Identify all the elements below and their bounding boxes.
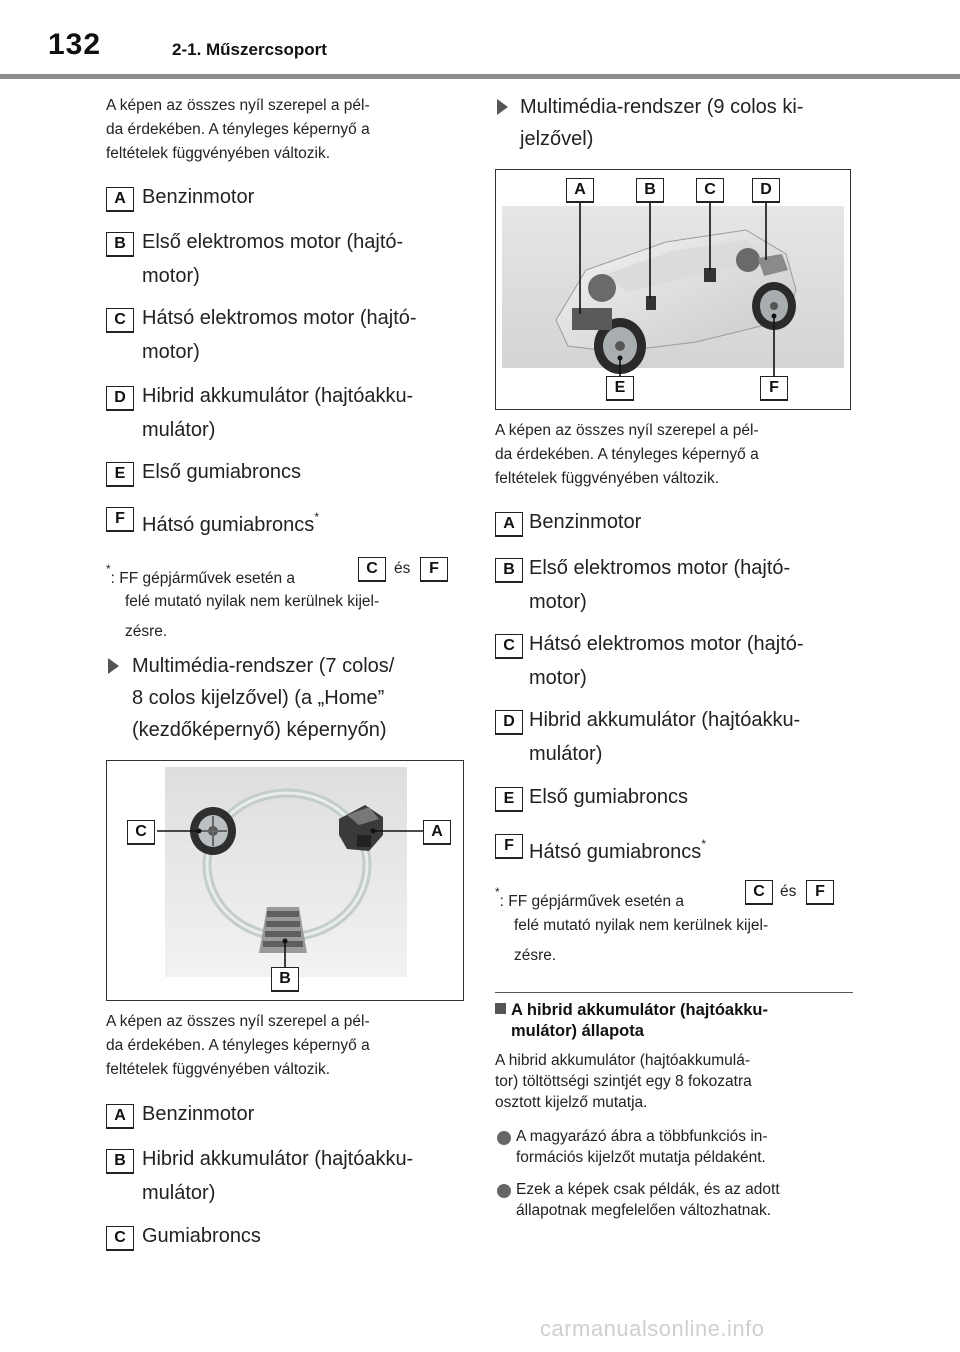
heading-line: 8 colos kijelzővel) (a „Home” [132,687,385,709]
legend-badge: A [106,1104,134,1129]
legend-text: Első gumiabroncs [529,786,688,808]
note-line: da érdekében. A tényleges képernyő a [106,1037,370,1054]
legend-text: Benzinmotor [142,186,255,208]
car-illustration [496,170,850,409]
legend-text: Hátsó elektromos motor (hajtó- [529,633,804,655]
subheading-line1 [495,1000,768,1021]
note-line: feltételek függvényében változik. [106,1061,331,1078]
battery-icon [259,907,307,953]
callout-c: C [696,178,724,203]
legend-text: Hibrid akkumulátor (hajtóakku- [142,385,414,407]
footnote-badge: F [420,557,448,582]
note-line: A képen az összes nyíl szerepel a pél- [495,422,759,439]
legend-text: Hibrid akkumulátor (hajtóakku- [142,1148,414,1170]
footnote-prefix: : FF gépjárművek esetén a [499,893,685,910]
legend-badge: F [106,507,134,532]
bullet-dot-icon [497,1131,511,1145]
legend-badge: A [106,187,134,212]
legend-badge: D [106,386,134,411]
subheading-line2: mulátor) állapota [511,1022,644,1040]
note-line: feltételek függvényében változik. [495,470,720,487]
square-bullet-icon [495,1003,506,1014]
legend-text-main: Hátsó gumiabroncs [529,841,702,863]
heading-line: Multimédia-rendszer (9 colos ki- [520,96,804,118]
bullet-item [516,1179,780,1221]
callout-a: A [423,820,451,845]
legend-text: motor) [142,341,200,363]
note-line: da érdekében. A tényleges képernyő a [495,446,759,463]
callout-d: D [752,178,780,203]
callout-f: F [760,376,788,401]
footnote-badge: C [358,557,386,582]
legend-text: motor) [142,265,200,287]
legend-badge: E [106,462,134,487]
legend-badge: D [495,710,523,735]
right-note [495,419,759,491]
legend-text [529,826,706,870]
legend-badge: C [106,308,134,333]
callout-b: B [636,178,664,203]
heading-arrow-icon [108,658,119,679]
bullet-line: A magyarázó ábra a többfunkciós in- [516,1128,768,1145]
right-paragraph [495,1050,752,1113]
note-line: A képen az összes nyíl szerepel a pél- [106,1013,370,1030]
section-rule [495,992,853,993]
footnote-star: * [495,885,500,899]
legend-badge: B [495,558,523,583]
legend-text-main: Hátsó gumiabroncs [142,514,315,536]
footnote-badge: C [745,880,773,905]
subheading-text: A hibrid akkumulátor (hajtóakku- [511,1001,769,1019]
legend-text: Gumiabroncs [142,1225,261,1247]
legend-text: Első elektromos motor (hajtó- [142,231,404,253]
legend-badge: B [106,1149,134,1174]
watermark: carmanualsonline.info [540,1316,765,1341]
legend-text: mulátor) [142,1182,216,1204]
figure-car-screen [495,169,851,410]
legend-text: Hátsó elektromos motor (hajtó- [142,307,417,329]
legend-badge: B [106,232,134,257]
note-line: A képen az összes nyíl szerepel a pél- [106,97,370,114]
footnote-star: * [701,837,706,851]
front-motor-icon [646,296,656,310]
paragraph-line: osztott kijelző mutatja. [495,1094,648,1111]
footnote-prefix: : FF gépjárművek esetén a [110,570,296,587]
rear-motor-icon [704,268,716,282]
page-header [0,0,960,80]
subheading [495,1000,768,1042]
footnote-line3: zésre. [125,623,168,640]
legend-badge: C [495,634,523,659]
heading-line: (kezdőképernyő) képernyőn) [132,719,387,741]
legend-badge: A [495,512,523,537]
left-note-bottom [106,1010,370,1082]
callout-e: E [606,376,634,401]
bullet-dot-icon [497,1184,511,1198]
bullet-item [516,1126,768,1168]
heading-arrow-icon [497,99,508,120]
legend-text: mulátor) [529,743,603,765]
bullet-line: állapotnak megfelelően változhatnak. [516,1202,772,1219]
note-line: feltételek függvényében változik. [106,145,331,162]
legend-badge: F [495,834,523,859]
paragraph-line: tor) töltöttségi szintjét egy 8 fokozatra [495,1073,752,1090]
footnote-badge: F [806,880,834,905]
paragraph-line: A hibrid akkumulátor (hajtóakkumulá- [495,1052,751,1069]
footnote-and: és [780,883,797,900]
note-line: da érdekében. A tényleges képernyő a [106,121,370,138]
legend-badge: C [106,1226,134,1251]
legend-text: Első gumiabroncs [142,461,301,483]
footnote-line2: felé mutató nyilak nem kerülnek kijel- [514,917,769,934]
page-number: 132 [48,28,102,61]
heading-line: Multimédia-rendszer (7 colos/ [132,655,395,677]
callout-b: B [271,967,299,992]
heading-line: jelzővel) [520,128,594,150]
footnote-star: * [106,562,111,576]
legend-text: motor) [529,591,587,613]
legend-text: mulátor) [142,419,216,441]
legend-text: motor) [529,667,587,689]
left-note-top [106,94,370,166]
figure-home-screen [106,760,464,1001]
legend-badge: E [495,787,523,812]
footnote-line2: felé mutató nyilak nem kerülnek kijel- [125,593,380,610]
legend-text [142,499,319,543]
legend-text: Hibrid akkumulátor (hajtóakku- [529,709,801,731]
callout-a: A [566,178,594,203]
section-title: 2-1. Műszercsoport [172,40,327,59]
home-screen-illustration [107,761,463,1000]
legend-text: Benzinmotor [529,511,642,533]
footnote-star: * [314,510,319,524]
bullet-line: Ezek a képek csak példák, és az adott [516,1181,780,1198]
header-rule [0,74,960,79]
callout-c: C [127,820,155,845]
footnote-line3: zésre. [514,947,557,964]
footnote-and: és [394,560,411,577]
legend-text: Benzinmotor [142,1103,255,1125]
engine-icon [572,308,612,330]
legend-text: Első elektromos motor (hajtó- [529,557,791,579]
bullet-line: formációs kijelzőt mutatja példaként. [516,1149,766,1166]
